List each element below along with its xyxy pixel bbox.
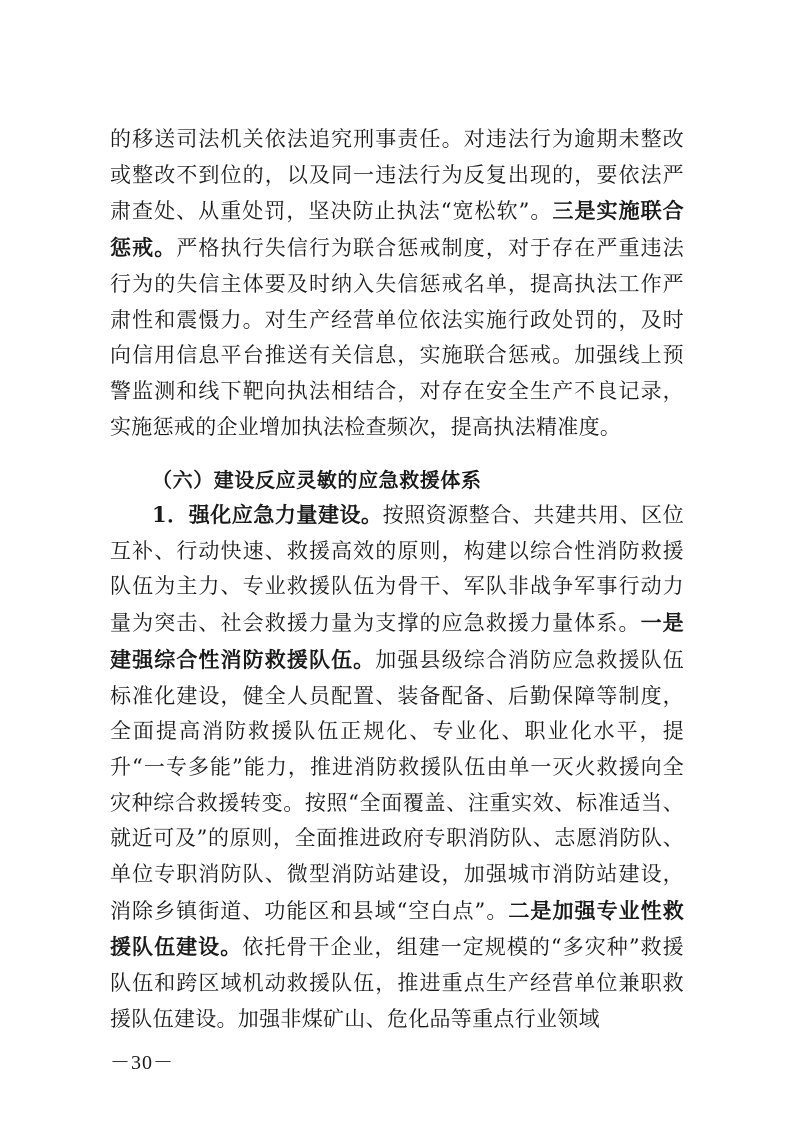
paragraph-text: 严格执行失信行为联合惩戒制度，对于存在严重违法行为的失信主体要及时纳入失信惩戒名单，提高执法工作严肃性和震慑力。对生产经营单位依法实施行政处罚的，及时向信用信息平台推送有关信息，实施联合惩戒。加强线上预警监测和线下靶向执法相结合，对存在安全生产不良记录，实施惩戒的企业增加执法检查频次，提高执法精准度。	[110, 236, 684, 439]
paragraph-text: 按照资源整合、共建共用、区位互补、行动快速、救援高效的原则，构建以综合性消防救援队伍为主力、专业救援队伍为骨干、军队非战争军事行动力量为突击、社会救援力量为支撑的应急救援力量体系。	[110, 503, 684, 636]
page-number: －30－	[110, 1052, 174, 1074]
paragraph-emergency-force	[110, 497, 684, 1038]
paragraph-text: 加强县级综合消防应急救援队伍标准化建设，健全人员配置、装备配备、后勤保障等制度，全面提高消防救援队伍正规化、专业化、职业化水平，提升“一专多能”能力，推进消防救援队伍由单一灭火救援向全灾种综合救援转变。按照“全面覆盖、注重实效、标准适当、就近可及”的原则，全面推进政府专职消防队、志愿消防队、单位专职消防队、微型消防站建设，加强城市消防站建设，消除乡镇街道、功能区和县域“空白点”。	[110, 647, 684, 923]
paragraph-text: 的移送司法机关依法追究刑事责任。对违法行为逾期未整改或整改不到位的，以及同一违法行为反复出现的，要依法严肃查处、从重处罚，坚决防止执法“宽松软”。	[110, 127, 684, 224]
bold-phrase-fire-rescue: 一是建强综合性消防救援队伍。	[110, 610, 684, 672]
paragraph-enforcement	[110, 122, 684, 445]
subheading-strengthen-force: 1．强化应急力量建设。	[152, 502, 383, 527]
bold-phrase-professional-rescue: 二是加强专业性救援队伍建设。	[110, 897, 685, 960]
section-heading: （六）建设反应灵敏的应急救援体系	[152, 468, 482, 492]
section-heading-block	[110, 463, 684, 499]
bold-phrase-joint-punishment: 三是实施联合惩戒。	[110, 198, 684, 261]
paragraph-text: 依托骨干企业，组建一定规模的“多灾种”救援队伍和跨区域机动救援队伍，推进重点生产经营单位兼职救援队伍建设。加强非煤矿山、危化品等重点行业领域	[110, 935, 684, 1031]
